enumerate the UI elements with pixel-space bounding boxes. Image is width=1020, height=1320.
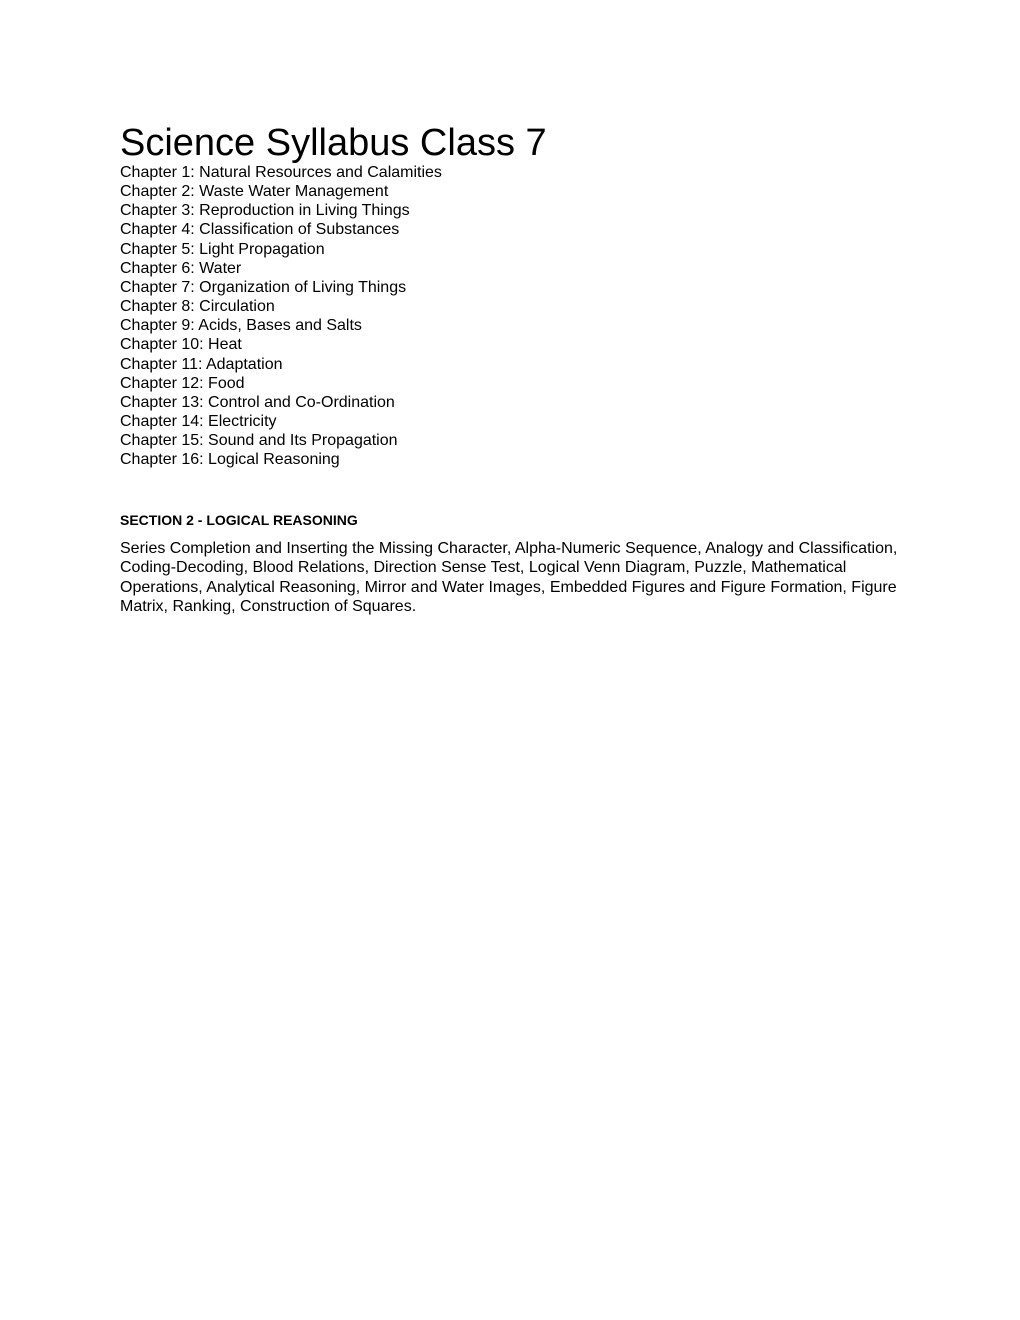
list-item: Chapter 4: Classification of Substances [120, 221, 400, 239]
list-item: Chapter 14: Electricity [120, 413, 277, 431]
list-item: Chapter 13: Control and Co-Ordination [120, 393, 395, 411]
chapter-list [120, 163, 442, 470]
list-item: Chapter 9: Acids, Bases and Salts [120, 317, 362, 335]
list-item: Chapter 15: Sound and Its Propagation [120, 432, 398, 450]
list-item: Chapter 12: Food [120, 374, 245, 392]
list-item: Chapter 3: Reproduction in Living Things [120, 202, 410, 220]
list-item: Chapter 5: Light Propagation [120, 240, 325, 258]
list-item: Chapter 16: Logical Reasoning [120, 451, 340, 469]
list-item: Chapter 2: Waste Water Management [120, 183, 389, 201]
list-item: Chapter 6: Water [120, 259, 242, 277]
list-item: Chapter 10: Heat [120, 336, 242, 354]
section-body: Series Completion and Inserting the Missing Character, Alpha-Numeric Sequence, Analogy and Classification, Coding-Decoding, Blood Relations, Direction Sense Test, Logical Venn Diagram, Puzzle, Mathematical Operations, Analytical Reasoning, Mirror and Water Images, Embedded Figures and Figure Formation, Figure Matrix, Ranking, Construction of Squares. [120, 540, 898, 615]
list-item: Chapter 11: Adaptation [120, 355, 283, 373]
list-item: Chapter 8: Circulation [120, 298, 275, 316]
list-item: Chapter 1: Natural Resources and Calamities [120, 164, 442, 181]
page-title: Science Syllabus Class 7 [120, 122, 547, 164]
list-item: Chapter 7: Organization of Living Things [120, 278, 407, 296]
section-heading: SECTION 2 - LOGICAL REASONING [120, 512, 358, 528]
